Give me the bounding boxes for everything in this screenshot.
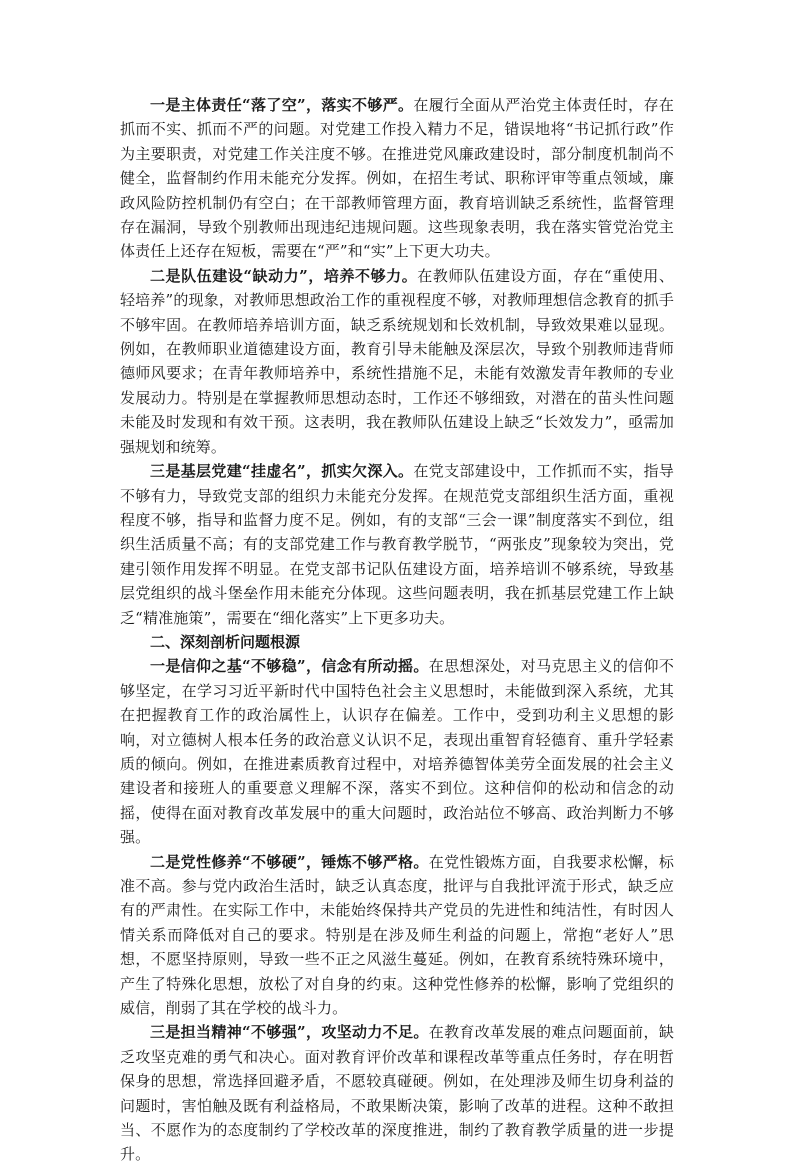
- paragraph-lead: 一是主体责任“落了空”，落实不够严。: [150, 96, 414, 114]
- paragraph-lead: 一是信仰之基“不够稳”，信念有所动摇。: [150, 657, 429, 676]
- paragraph-subject-responsibility: [120, 93, 674, 264]
- paragraph-body: 在思想深处，对马克思主义的信仰不够坚定，在学习习近平新时代中国特色社会主义思想时，未能做到深入系统，尤其在把握教育工作的政治属性上，认识存在偏差。工作中，受到功利主义思想的影响，对立德树人根本任务的政治意义认识不足，表现出重智育轻德育、重升学轻素质的倾向。例如，在推进素质教育过程中，对培养德智体美劳全面发展的社会主义建设者和接班人的重要意义理解不深，落实不到位。这种信仰的松动和信念的动摇，使得在面对教育改革发展中的重大问题时，政治站位不够高、政治判断力不够强。: [120, 657, 674, 847]
- paragraph-responsibility-spirit: [120, 1020, 674, 1166]
- paragraph-grassroots-party: [120, 459, 674, 630]
- paragraph-lead: 三是担当精神“不够强”，攻坚动力不足。: [150, 1023, 429, 1042]
- paragraph-body: 在党性锻炼方面，自我要求松懈，标准不高。参与党内政治生活时，缺乏认真态度，批评与自我批评流于形式，缺乏应有的严肃性。在实际工作中，未能始终保持共产党员的先进性和纯洁性，有时因人情关系而降低对自己的要求。特别是在涉及师生利益的问题上，常抱“老好人”思想，不愿坚持原则，导致一些不正之风滋生蔓延。例如，在教育系统特殊环境中，产生了特殊化思想，放松了对自身的约束。这种党性修养的松懈，影响了党组织的威信，削弱了其在学校的战斗力。: [120, 852, 674, 1018]
- paragraph-body: 在履行全面从严治党主体责任时，存在抓而不实、抓而不严的问题。对党建工作投入精力不足，错误地将“书记抓行政”作为主要职责，对党建工作关注度不够。在推进党风廉政建设时，部分制度机制尚不健全，监督制约作用未能充分发挥。例如，在招生考试、职称评审等重点领域，廉政风险防控机制仍有空白；在干部教师管理方面，教育培训缺乏系统性，监督管理存在漏洞，导致个别教师出现违纪违规问题。这些现象表明，我在落实管党治党主体责任上还存在短板，需要在“严”和“实”上下更大功夫。: [120, 96, 674, 261]
- paragraph-lead: 二是党性修养“不够硬”，锤炼不够严格。: [150, 852, 429, 871]
- paragraph-body: 在教育改革发展的难点问题面前，缺乏攻坚克难的勇气和决心。面对教育评价改革和课程改革等重点任务时，存在明哲保身的思想，常选择回避矛盾，不愿较真碰硬。例如，在处理涉及师生切身利益的问题时，害怕触及既有利益格局，不敢果断决策，影响了改革的进程。这种不敢担当、不愿作为的态度制约了学校改革的深度推进，制约了教育教学质量的进一步提升。: [120, 1023, 674, 1164]
- section-heading: 二、深刻剖析问题根源: [150, 632, 301, 651]
- paragraph-body: 在教师队伍建设方面，存在“重使用、轻培养”的现象，对教师思想政治工作的重视程度不够，对教师理想信念教育的抓手不够牢固。在教师培养培训方面，缺乏系统规划和长效机制，导致效果难以显现。例如，在教师职业道德建设方面，教育引导未能触及深层次，导致个别教师违背师德师风要求；在青年教师培养中，系统性措施不足，未能有效激发青年教师的专业发展动力。特别是在掌握教师思想动态时，工作还不够细致，对潜在的苗头性问题未能及时发现和有效干预。这表明，我在教师队伍建设上缺乏“长效发力”，亟需加强规划和统筹。: [120, 266, 674, 456]
- paragraph-lead: 三是基层党建“挂虚名”，抓实欠深入。: [150, 462, 414, 481]
- paragraph-lead: 二是队伍建设“缺动力”，培养不够力。: [150, 266, 418, 285]
- document-page: [120, 93, 674, 1167]
- paragraph-faith-foundation: [120, 654, 674, 849]
- paragraph-body: 在党支部建设中，工作抓而不实，指导不够有力，导致党支部的组织力未能充分发挥。在规范党支部组织生活方面，重视程度不够，指导和监督力度不足。例如，有的支部“三会一课”制度落实不到位，组织生活质量不高；有的支部党建工作与教育教学脱节，“两张皮”现象较为突出，党建引领作用发挥不明显。在党支部书记队伍建设方面，培养培训不够系统，导致基层党组织的战斗堡垒作用未能充分体现。这些问题表明，我在抓基层党建工作上缺乏“精准施策”，需要在“细化落实”上下更多功夫。: [120, 462, 674, 627]
- paragraph-party-spirit: [120, 850, 674, 1021]
- paragraph-team-building: [120, 264, 674, 459]
